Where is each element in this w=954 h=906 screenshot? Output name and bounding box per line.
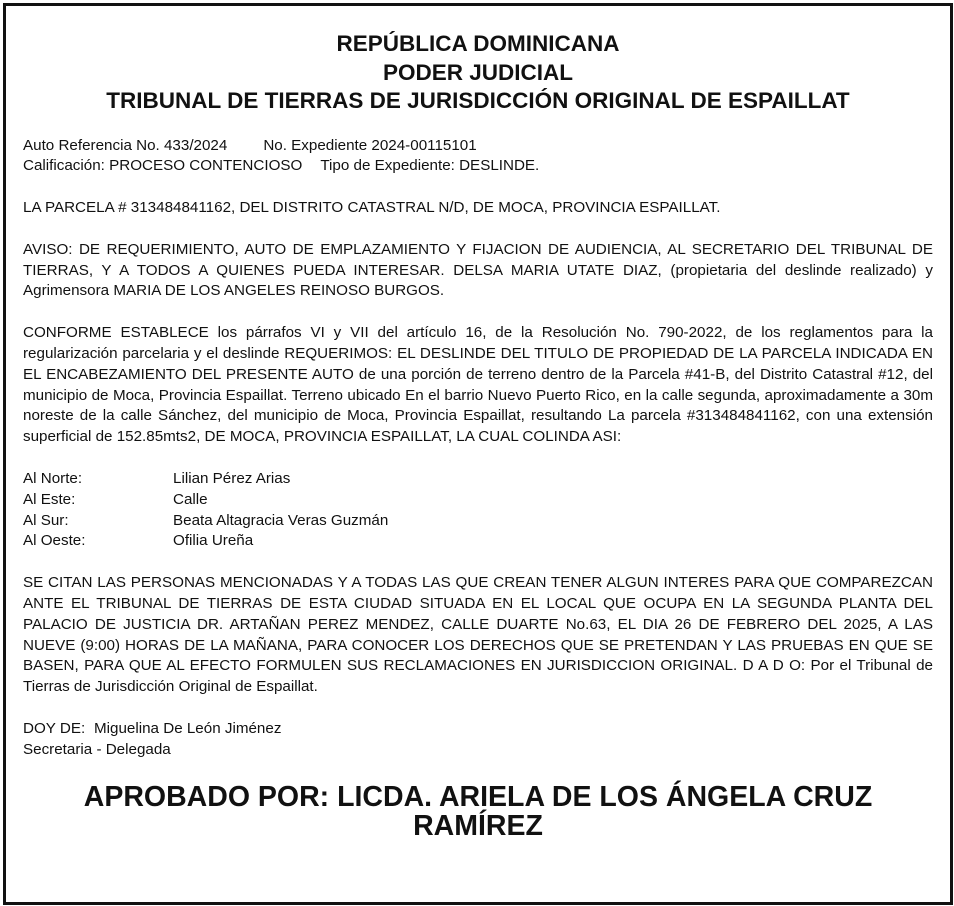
calificacion: Calificación: PROCESO CONTENCIOSO <box>23 157 303 175</box>
doyde-line <box>23 719 933 740</box>
document-frame <box>3 3 953 905</box>
secretary-name: Miguelina De León Jiménez <box>94 720 282 738</box>
colindancia-label: Al Norte: <box>23 470 83 488</box>
signature-block <box>23 719 933 761</box>
reference-line-1 <box>23 136 933 157</box>
colindancia-row <box>23 469 933 490</box>
colindancia-value: Calle <box>173 490 208 508</box>
colindancia-row <box>23 490 933 511</box>
header-branch: PODER JUDICIAL <box>382 59 574 85</box>
doyde-label: DOY DE: <box>23 720 86 738</box>
reference-line-2 <box>23 156 933 177</box>
colindancia-value: Lilian Pérez Arias <box>173 470 291 488</box>
colindancia-value: Beata Altagracia Veras Guzmán <box>173 511 389 529</box>
document-header <box>23 30 933 116</box>
colindancia-label: Al Oeste: <box>23 532 86 550</box>
colindancia-row <box>23 531 933 552</box>
citacion-paragraph: SE CITAN LAS PERSONAS MENCIONADAS Y A TODAS LAS QUE CREAN TENER ALGUN INTERES PARA QUE COMPAREZCAN ANTE EL TRIBUNAL DE TIERRAS DE ESTA CIUDAD SITUADA EN EL LOCAL QUE OCUPA EN LA SEGUNDA PLANTA DEL PALACIO DE JUSTICIA DR. ARTAÑAN PEREZ MENDEZ, CALLE DUARTE No.63, EL DIA 26 DE FEBRERO DEL 2025, A LAS NUEVE (9:00) HORAS DE LA MAÑANA, PARA CONOCER LOS DERECHOS QUE SE PRETENDAN Y LAS PRUEBAS EN QUE SE BASEN, PARA QUE AL EFECTO FORMULEN SUS RECLAMACIONES EN JURISDICCION ORIGINAL. D A D O: Por el Tribunal de Tierras de Jurisdicción Original de Espaillat. <box>23 574 933 696</box>
aviso-paragraph: AVISO: DE REQUERIMIENTO, AUTO DE EMPLAZAMIENTO Y FIJACION DE AUDIENCIA, AL SECRETARIO DEL TRIBUNAL DE TIERRAS, Y A TODOS A QUIENES PUEDA INTERESAR. DELSA MARIA UTATE DIAZ, (propietaria del deslinde realizado) y Agrimensora MARIA DE LOS ANGELES REINOSO BURGOS. <box>23 240 933 300</box>
header-country: REPÚBLICA DOMINICANA <box>336 31 620 56</box>
colindancia-row <box>23 511 933 532</box>
colindancias-list <box>23 469 933 552</box>
reference-block <box>23 136 933 178</box>
expediente-number: No. Expediente 2024-00115101 <box>263 136 477 154</box>
parcela-paragraph: LA PARCELA # 313484841162, DEL DISTRITO CATASTRAL N/D, DE MOCA, PROVINCIA ESPAILLAT. <box>23 199 721 217</box>
document-content <box>6 6 950 841</box>
colindancia-label: Al Este: <box>23 490 76 508</box>
approved-by: APROBADO POR: LICDA. ARIELA DE LOS ÁNGELA CRUZ RAMÍREZ <box>83 780 873 842</box>
auto-reference: Auto Referencia No. 433/2024 <box>23 136 228 154</box>
secretary-role: Secretaria - Delegada <box>23 740 171 758</box>
header-tribunal: TRIBUNAL DE TIERRAS DE JURISDICCIÓN ORIGINAL DE ESPAILLAT <box>106 88 850 113</box>
conforme-paragraph: CONFORME ESTABLECE los párrafos VI y VII del artículo 16, de la Resolución No. 790-2022, de los reglamentos para la regularización parcelaria y el deslinde REQUERIMOS: EL DESLINDE DEL TITULO DE PROPIEDAD DE LA PARCELA INDICADA EN EL ENCABEZAMIENTO DEL PRESENTE AUTO de una porción de terreno dentro de la Parcela #41-B, del Distrito Catastral #12, del municipio de Moca, Provincia Espaillat. Terreno ubicado En el barrio Nuevo Puerto Rico, en la calle segunda, aproximadamente a 30m noreste de la calle Sánchez, del municipio de Moca, Provincia Espaillat, resultando La parcela #313484841162, con una extensión superficial de 152.85mts2, DE MOCA, PROVINCIA ESPAILLAT, LA CUAL COLINDA ASI: <box>23 324 933 446</box>
document-body <box>23 136 933 761</box>
colindancia-value: Ofilia Ureña <box>173 532 254 550</box>
tipo-expediente: Tipo de Expediente: DESLINDE. <box>320 157 540 175</box>
colindancia-label: Al Sur: <box>23 511 69 529</box>
